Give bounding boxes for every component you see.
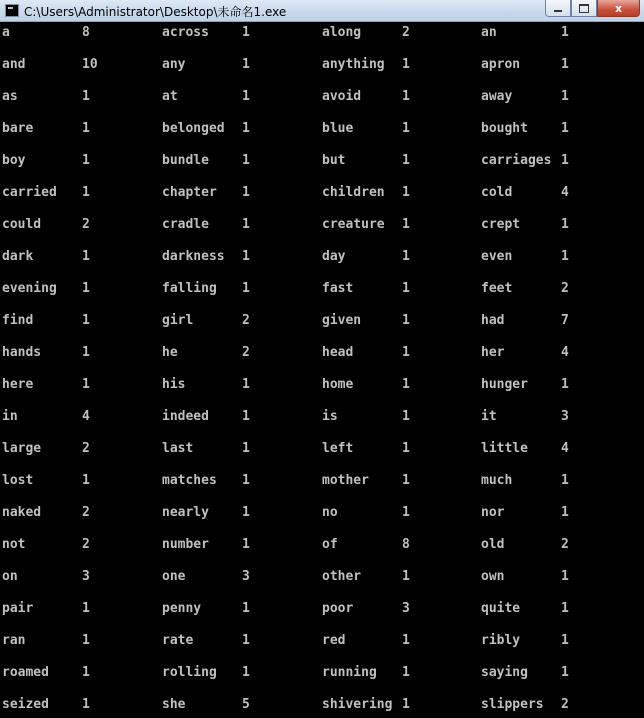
word-count: 2 xyxy=(561,281,569,296)
word-text: running xyxy=(322,665,377,680)
word-count: 1 xyxy=(242,633,250,648)
word-count: 1 xyxy=(402,569,410,584)
word-count: 1 xyxy=(402,249,410,264)
word-text: bare xyxy=(2,121,34,136)
word-text: red xyxy=(322,633,346,648)
word-count: 1 xyxy=(561,249,569,264)
word-text: ribly xyxy=(481,633,521,648)
word-text: large xyxy=(2,441,42,456)
word-count: 2 xyxy=(242,313,250,328)
word-count: 1 xyxy=(402,441,410,456)
word-text: naked xyxy=(2,505,42,520)
word-text: could xyxy=(2,217,42,232)
word-text: little xyxy=(481,441,528,456)
word-text: on xyxy=(2,569,18,584)
maximize-icon xyxy=(579,4,589,13)
word-count: 4 xyxy=(561,185,569,200)
word-count: 1 xyxy=(402,89,410,104)
console-line xyxy=(2,89,642,105)
word-text: indeed xyxy=(162,409,209,424)
word-count: 1 xyxy=(402,281,410,296)
word-count: 1 xyxy=(242,57,250,72)
word-count: 1 xyxy=(402,153,410,168)
word-count: 1 xyxy=(242,185,250,200)
word-count: 3 xyxy=(561,409,569,424)
word-count: 1 xyxy=(402,57,410,72)
word-text: it xyxy=(481,409,497,424)
word-text: nor xyxy=(481,505,505,520)
console-output[interactable] xyxy=(2,25,642,718)
word-text: anything xyxy=(322,57,385,72)
word-count: 1 xyxy=(402,313,410,328)
word-count: 2 xyxy=(561,537,569,552)
word-text: away xyxy=(481,89,513,104)
word-text: lost xyxy=(2,473,34,488)
console-line xyxy=(2,569,642,585)
word-count: 1 xyxy=(242,441,250,456)
word-text: hands xyxy=(2,345,42,360)
word-count: 2 xyxy=(242,345,250,360)
word-text: other xyxy=(322,569,362,584)
word-text: not xyxy=(2,537,26,552)
word-count: 2 xyxy=(82,217,90,232)
word-count: 1 xyxy=(561,25,569,40)
word-count: 1 xyxy=(242,601,250,616)
word-count: 1 xyxy=(561,633,569,648)
console-line xyxy=(2,121,642,137)
word-text: ran xyxy=(2,633,26,648)
console-line xyxy=(2,249,642,265)
word-count: 1 xyxy=(402,121,410,136)
word-text: darkness xyxy=(162,249,225,264)
word-text: much xyxy=(481,473,513,488)
console-app-icon xyxy=(5,4,19,17)
word-text: carriages xyxy=(481,153,552,168)
word-text: at xyxy=(162,89,178,104)
word-text: here xyxy=(2,377,34,392)
word-count: 1 xyxy=(82,281,90,296)
word-count: 2 xyxy=(82,441,90,456)
word-count: 2 xyxy=(82,505,90,520)
word-count: 1 xyxy=(561,601,569,616)
console-line xyxy=(2,601,642,617)
word-text: slippers xyxy=(481,697,544,712)
word-count: 1 xyxy=(561,665,569,680)
word-text: girl xyxy=(162,313,194,328)
word-count: 1 xyxy=(402,473,410,488)
word-text: cradle xyxy=(162,217,209,232)
word-count: 1 xyxy=(82,697,90,712)
word-count: 1 xyxy=(402,217,410,232)
word-count: 1 xyxy=(82,601,90,616)
word-text: evening xyxy=(2,281,57,296)
word-count: 1 xyxy=(402,345,410,360)
window-title: C:\Users\Administrator\Desktop\未命名1.exe xyxy=(24,5,287,19)
word-count: 1 xyxy=(402,665,410,680)
word-count: 1 xyxy=(561,121,569,136)
word-text: across xyxy=(162,25,209,40)
console-line xyxy=(2,153,642,169)
word-text: blue xyxy=(322,121,354,136)
word-text: his xyxy=(162,377,186,392)
word-count: 1 xyxy=(402,505,410,520)
word-count: 1 xyxy=(402,697,410,712)
word-text: last xyxy=(162,441,194,456)
word-count: 1 xyxy=(82,185,90,200)
word-count: 1 xyxy=(82,153,90,168)
word-count: 2 xyxy=(561,697,569,712)
console-line xyxy=(2,473,642,489)
word-text: seized xyxy=(2,697,49,712)
word-count: 1 xyxy=(82,121,90,136)
word-count: 1 xyxy=(82,345,90,360)
word-text: dark xyxy=(2,249,34,264)
word-text: penny xyxy=(162,601,202,616)
title-bar[interactable] xyxy=(0,0,644,22)
word-text: of xyxy=(322,537,338,552)
word-text: avoid xyxy=(322,89,362,104)
word-count: 3 xyxy=(402,601,410,616)
console-line xyxy=(2,57,642,73)
word-text: and xyxy=(2,57,26,72)
console-line xyxy=(2,281,642,297)
console-line xyxy=(2,697,642,713)
console-line xyxy=(2,377,642,393)
word-text: even xyxy=(481,249,513,264)
word-text: cold xyxy=(481,185,513,200)
word-count: 4 xyxy=(82,409,90,424)
word-text: bought xyxy=(481,121,528,136)
word-text: creature xyxy=(322,217,385,232)
word-count: 4 xyxy=(561,441,569,456)
console-line xyxy=(2,217,642,233)
word-count: 7 xyxy=(561,313,569,328)
word-text: matches xyxy=(162,473,217,488)
word-text: find xyxy=(2,313,34,328)
word-count: 2 xyxy=(402,25,410,40)
word-text: an xyxy=(481,25,497,40)
word-count: 8 xyxy=(402,537,410,552)
word-text: no xyxy=(322,505,338,520)
word-text: in xyxy=(2,409,18,424)
word-count: 1 xyxy=(82,89,90,104)
word-count: 1 xyxy=(561,217,569,232)
word-text: boy xyxy=(2,153,26,168)
minimize-button[interactable] xyxy=(545,0,571,17)
word-count: 1 xyxy=(242,473,250,488)
word-text: own xyxy=(481,569,505,584)
word-text: saying xyxy=(481,665,528,680)
close-button[interactable] xyxy=(597,0,640,17)
word-count: 1 xyxy=(402,185,410,200)
word-text: mother xyxy=(322,473,369,488)
word-text: any xyxy=(162,57,186,72)
word-count: 1 xyxy=(242,665,250,680)
word-text: bundle xyxy=(162,153,209,168)
word-count: 1 xyxy=(561,473,569,488)
word-count: 1 xyxy=(242,377,250,392)
word-text: rolling xyxy=(162,665,217,680)
word-count: 1 xyxy=(561,569,569,584)
word-text: children xyxy=(322,185,385,200)
word-count: 1 xyxy=(82,313,90,328)
word-text: left xyxy=(322,441,354,456)
word-text: feet xyxy=(481,281,513,296)
word-count: 10 xyxy=(82,57,98,72)
word-text: but xyxy=(322,153,346,168)
word-text: old xyxy=(481,537,505,552)
word-count: 1 xyxy=(82,633,90,648)
word-count: 1 xyxy=(242,537,250,552)
word-text: fast xyxy=(322,281,354,296)
word-text: apron xyxy=(481,57,521,72)
word-count: 1 xyxy=(561,57,569,72)
word-text: as xyxy=(2,89,18,104)
word-count: 1 xyxy=(82,377,90,392)
caption-buttons xyxy=(545,0,640,18)
word-count: 1 xyxy=(242,89,250,104)
word-text: pair xyxy=(2,601,34,616)
word-text: a xyxy=(2,25,10,40)
word-count: 1 xyxy=(561,153,569,168)
word-count: 8 xyxy=(82,25,90,40)
word-text: rate xyxy=(162,633,194,648)
word-text: nearly xyxy=(162,505,209,520)
word-count: 1 xyxy=(242,409,250,424)
word-text: chapter xyxy=(162,185,217,200)
word-text: falling xyxy=(162,281,217,296)
console-line xyxy=(2,441,642,457)
word-text: one xyxy=(162,569,186,584)
word-text: had xyxy=(481,313,505,328)
word-text: is xyxy=(322,409,338,424)
console-line xyxy=(2,185,642,201)
word-count: 1 xyxy=(402,633,410,648)
word-count: 1 xyxy=(402,409,410,424)
word-count: 1 xyxy=(242,505,250,520)
word-text: belonged xyxy=(162,121,225,136)
word-count: 1 xyxy=(561,505,569,520)
console-line xyxy=(2,665,642,681)
word-count: 1 xyxy=(242,121,250,136)
word-count: 1 xyxy=(242,25,250,40)
word-count: 1 xyxy=(242,217,250,232)
maximize-button[interactable] xyxy=(571,0,597,17)
word-text: hunger xyxy=(481,377,528,392)
console-line xyxy=(2,313,642,329)
word-text: home xyxy=(322,377,354,392)
word-text: she xyxy=(162,697,186,712)
word-count: 1 xyxy=(561,377,569,392)
word-text: carried xyxy=(2,185,57,200)
word-count: 5 xyxy=(242,697,250,712)
word-text: along xyxy=(322,25,362,40)
word-count: 3 xyxy=(242,569,250,584)
word-count: 1 xyxy=(82,665,90,680)
word-text: poor xyxy=(322,601,354,616)
word-count: 1 xyxy=(242,281,250,296)
console-line xyxy=(2,505,642,521)
word-count: 2 xyxy=(82,537,90,552)
console-line xyxy=(2,537,642,553)
word-text: roamed xyxy=(2,665,49,680)
word-text: he xyxy=(162,345,178,360)
word-text: quite xyxy=(481,601,521,616)
word-text: shivering xyxy=(322,697,393,712)
word-text: crept xyxy=(481,217,521,232)
console-line xyxy=(2,409,642,425)
word-count: 1 xyxy=(242,249,250,264)
word-text: day xyxy=(322,249,346,264)
word-text: her xyxy=(481,345,505,360)
word-text: given xyxy=(322,313,362,328)
word-text: number xyxy=(162,537,209,552)
word-count: 1 xyxy=(242,153,250,168)
word-count: 1 xyxy=(561,89,569,104)
word-count: 4 xyxy=(561,345,569,360)
word-count: 1 xyxy=(82,473,90,488)
close-icon: x xyxy=(614,1,623,15)
word-count: 1 xyxy=(82,249,90,264)
console-line xyxy=(2,345,642,361)
console-line xyxy=(2,25,642,41)
console-line xyxy=(2,633,642,649)
word-count: 3 xyxy=(82,569,90,584)
word-count: 1 xyxy=(402,377,410,392)
minimize-icon xyxy=(554,10,562,12)
word-text: head xyxy=(322,345,354,360)
